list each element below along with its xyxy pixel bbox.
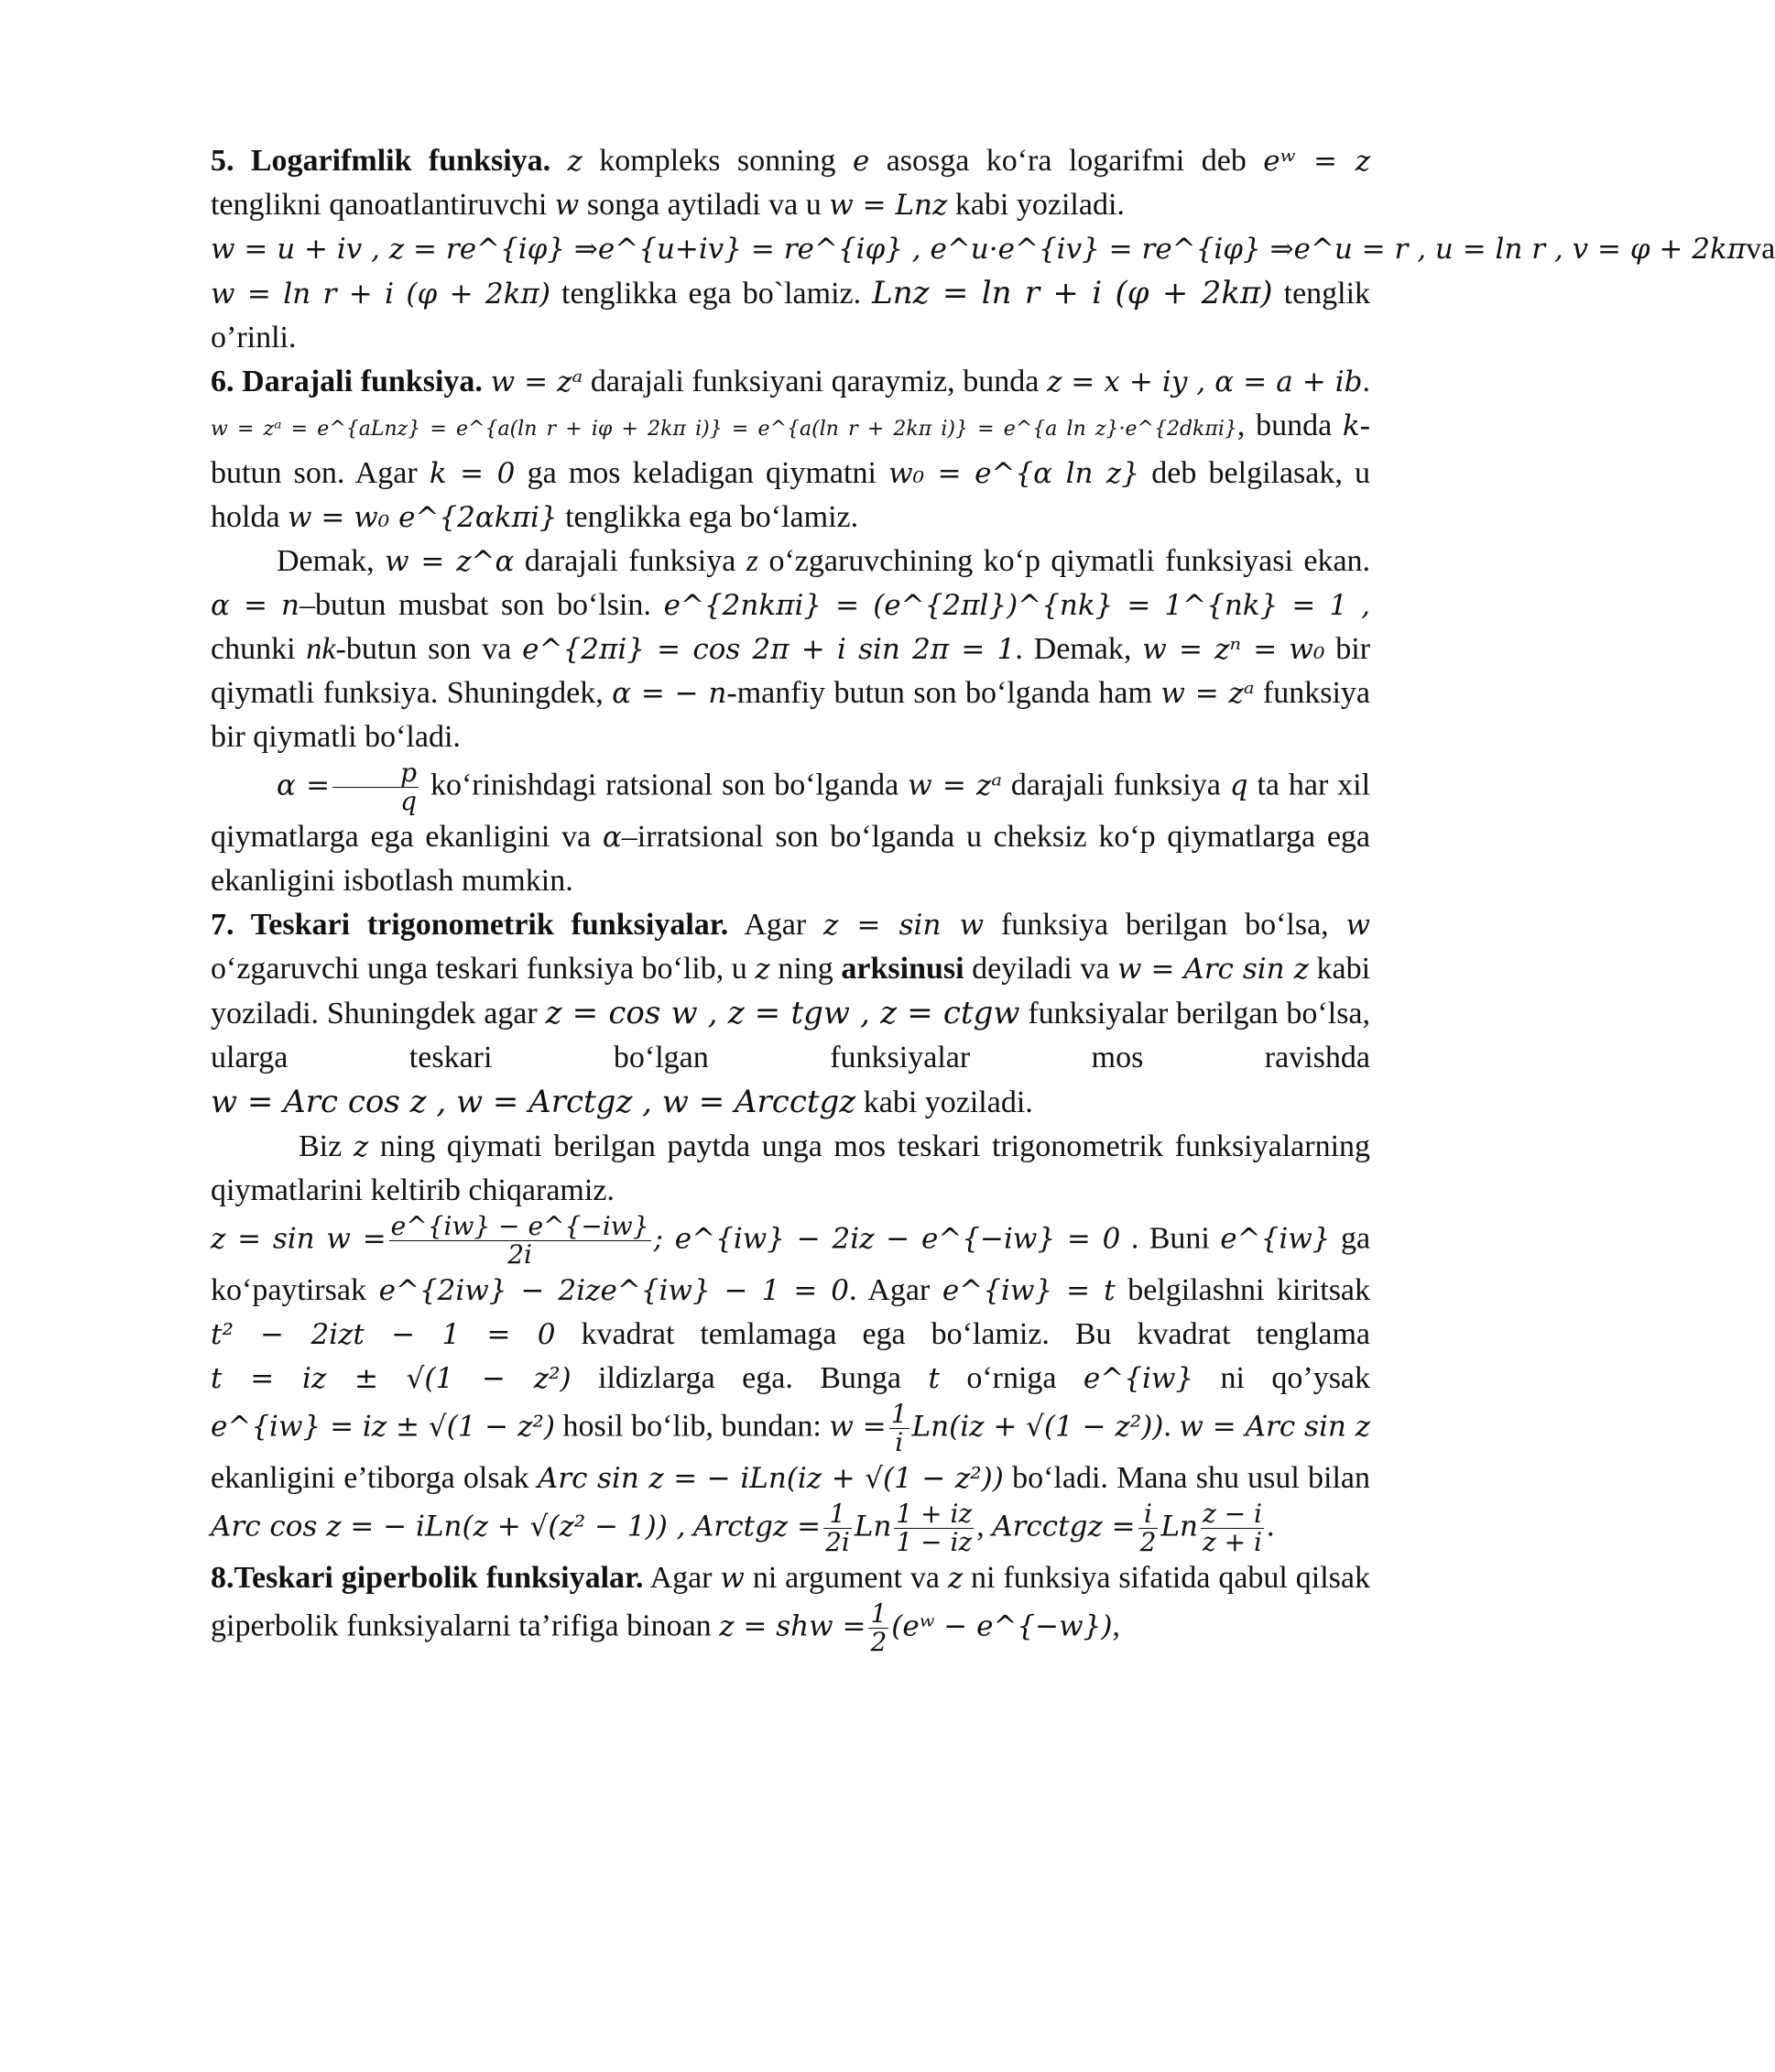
paragraph-rational: α = $\frac{p}{q}$ ko‘rinishdagi ratsional son bo‘lganda w = zᵃ darajali funksiya q ta har xil qiymatlarga ega ekanligini va α–irratsional son bo‘lganda u cheksiz ko‘p qiymatlarga ega ekanligini isbotlash mumkin. <box>211 758 1371 898</box>
paragraph-biz: Biz z ning qiymati berilgan paytda unga mos teskari trigonometrik funksiyalarning qiymatlarini keltirib chiqaramiz. <box>211 1129 1371 1207</box>
section-6: 6. Darajali funksiya. w = zᵃ darajali funksiyani qaraymiz, bunda z = x + iy , α = a + ib. w = zᵃ = e^{aLnz} = e^{a(ln r + iφ + 2kπ i)} = e^{a(ln r + 2kπ i)} = e^{a ln z}·e^{2dkπi}, bunda k-butun son. Agar k = 0 ga mos keladigan qiymatni w₀ = e^{α ln z} deb belgilasak, u holda w = w₀ e^{2αkπi} tenglikka ega bo‘lamiz. <box>211 365 1371 534</box>
section-7: 7. Teskari trigonometrik funksiyalar. Agar z = sin w funksiya berilgan bo‘lsa, w o‘zgaruvchi unga teskari funksiya bo‘lib, u z ning arksinusi deyiladi va w = Arc sin z kabi yoziladi. Shuningdek agar z = cos w , z = tgw , z = ctgw funksiyalar berilgan bo‘lsa, ularga teskari bo‘lgan funksiyalar mos ravishda w = Arc cos z , w = Arctgz , w = Arcctgz kabi yoziladi. <box>211 908 1371 1120</box>
formula-row: w = u + iv , z = re^{iφ} ⇒ e^{u+iv} = re^{iφ} , e^u·e^{iv} = re^{iφ} ⇒ e^u = r , u = ln r , v = φ + 2kπ va <box>211 232 1775 266</box>
paragraph-derivation: z = sin w = $\frac{e\^{}\{iw\} - e\^{}\{-iw\}}{2i}$ ; e^{iw} − 2iz − e^{−iw} = 0 . Buni e^{iw} ga ko‘paytirsak e^{2iw} − 2ize^{iw} − 1 = 0. Agar e^{iw} = t belgilashni kiritsak t² − 2izt − 1 = 0 kvadrat temlamaga ega bo‘lamiz. Bu kvadrat tenglama t = iz ± √(1 − z²) ildizlarga ega. Bunga t o‘rniga e^{iw} ni qo’ysak e^{iw} = iz ± √(1 − z²) hosil bo‘lib, bundan: w = $\frac{1}{i}$ Ln(iz + √(1 − z²)). w = Arc sin z ekanligini e’tiborga olsak Arc sin z = − iLn(iz + √(1 − z²)) bo‘ladi. Mana shu usul bilan Arc cos z = − iLn(z + √(z² − 1)) , Arctgz = $\frac{1}{2i}$ Ln $\frac{1 + iz}{1 - iz}$ , Arcctgz = $\frac{i}{2}$ Ln $\frac{z - i}{z + i}$ . <box>211 1211 1371 1557</box>
fraction-i-2: $\frac{i}{2}$ <box>1139 1499 1157 1557</box>
section-5: 5. Logarifmlik funksiya. z kompleks sonning e asosga ko‘ra logarifmi deb eʷ = z tenglikni qanoatlantiruvchi w songa aytiladi va u w = Lnz kabi yoziladi. w = u + iv , z = re^{iφ} ⇒ e^{u+iv} = re^{iφ} , e^u·e^{iv} = re^{iφ} ⇒ e^u = r , u = ln r , v = φ + 2kπ va w = ln r + i (φ + 2kπ) tenglikka ega bo`lamiz. Lnz = ln r + i (φ + 2kπ) tenglik o’rinli. <box>211 144 1775 354</box>
section-6-title: 6. Darajali funksiya. <box>211 365 483 398</box>
paragraph-demak: Demak, w = z^α darajali funksiya z o‘zgaruvchining ko‘p qiymatli funksiyasi ekan. α = n–butun musbat son bo‘lsin. e^{2nkπi} = (e^{2πl})^{nk} = 1^{nk} = 1 , chunki nk-butun son va e^{2πi} = cos 2π + i sin 2π = 1. Demak, w = zⁿ = w₀ bir qiymatli funksiya. Shuningdek, α = − n-manfiy butun son bo‘lganda ham w = zᵃ funksiya bir qiymatli bo‘ladi. <box>211 544 1371 754</box>
section-8-title: 8.Teskari giperbolik funksiyalar. <box>211 1561 644 1595</box>
fraction-arcctg: $\frac{z - i}{z + i}$ <box>1203 1499 1262 1557</box>
fraction-1-2i: $\frac{1}{2i}$ <box>825 1499 850 1557</box>
fraction-1-i: $\frac{1}{i}$ <box>890 1399 908 1457</box>
section-8: 8.Teskari giperbolik funksiyalar. Agar w ni argument va z ni funksiya sifatida qabul qilsak giperbolik funksiyalarni ta’rifiga binoan z = shw = $\frac{1}{2}$ (eʷ − e^{−w}), <box>211 1561 1370 1657</box>
fraction-sin: $\frac{e\^{}\{iw\} - e\^{}\{-iw\}}{2i}$ <box>390 1211 649 1270</box>
fraction-arctg: $\frac{1 + iz}{1 - iz}$ <box>896 1499 973 1557</box>
document-page <box>211 139 1775 1657</box>
section-5-title: 5. Logarifmlik funksiya. <box>211 144 551 178</box>
fraction-p-q: $\frac{p}{q}$ <box>332 759 419 815</box>
fraction-1-2: $\frac{1}{2}$ <box>870 1598 888 1657</box>
section-7-title: 7. Teskari trigonometrik funksiyalar. <box>211 908 729 942</box>
